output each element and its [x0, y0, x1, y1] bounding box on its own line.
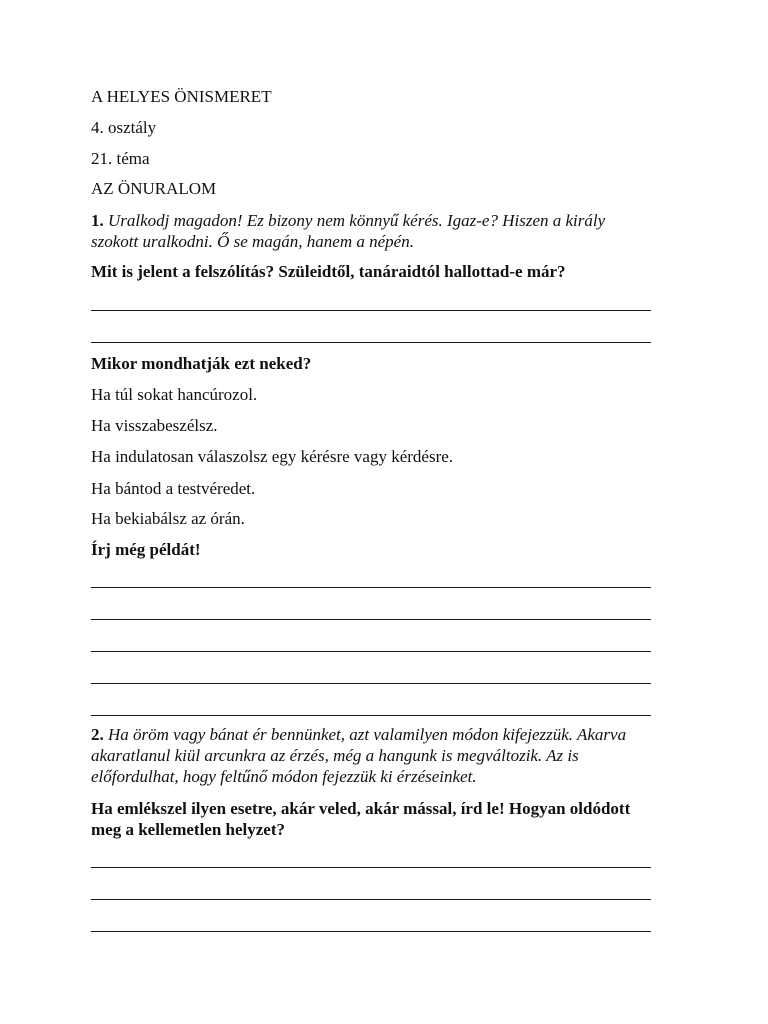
section2-intro-line1 — [91, 724, 626, 745]
example-item: Ha visszabeszélsz. — [91, 416, 218, 435]
example-item: Ha indulatosan válaszolsz egy kérésre vagy kérdésre. — [91, 447, 454, 466]
topic-label: 21. téma — [91, 149, 150, 168]
section2-intro-text1: Ha öröm vagy bánat ér bennünket, azt valamilyen módon kifejezzük. Akarva — [108, 725, 627, 744]
answer-line[interactable] — [91, 619, 651, 620]
section1-intro-line2: szokott uralkodni. Ő se magán, hanem a népén. — [91, 232, 414, 251]
section1-subquestion: Mikor mondhatják ezt neked? — [91, 354, 312, 373]
section2-intro-line3: előfordulhat, hogy feltűnő módon fejezzük ki érzéseinket. — [91, 767, 477, 786]
answer-line[interactable] — [91, 310, 651, 311]
section1-task: Írj még példát! — [91, 540, 201, 559]
section1-question: Mit is jelent a felszólítás? Szüleidtől, tanáraidtól hallottad-e már? — [91, 262, 566, 281]
answer-line[interactable] — [91, 651, 651, 652]
section2-intro-line2: akaratlanul kiül arcunkra az érzés, még a hangunk is megváltozik. Az is — [91, 746, 579, 765]
answer-line[interactable] — [91, 342, 651, 343]
page-title: A HELYES ÖNISMERET — [91, 87, 272, 106]
answer-line[interactable] — [91, 867, 651, 868]
answer-line[interactable] — [91, 683, 651, 684]
section1-number: 1. — [91, 211, 104, 230]
grade-label: 4. osztály — [91, 118, 157, 137]
answer-line[interactable] — [91, 715, 651, 716]
section-heading: AZ ÖNURALOM — [91, 179, 217, 198]
section1-intro-line1 — [91, 210, 605, 231]
answer-line[interactable] — [91, 587, 651, 588]
answer-line[interactable] — [91, 931, 651, 932]
section2-question-line1: Ha emlékszel ilyen esetre, akár veled, akár mással, írd le! Hogyan oldódott — [91, 799, 631, 818]
example-item: Ha bántod a testvéredet. — [91, 479, 256, 498]
section2-number: 2. — [91, 725, 104, 744]
section2-question-line2: meg a kellemetlen helyzet? — [91, 820, 286, 839]
example-item: Ha bekiabálsz az órán. — [91, 509, 245, 528]
section1-intro-text1: Uralkodj magadon! Ez bizony nem könnyű kérés. Igaz-e? Hiszen a király — [108, 211, 606, 230]
answer-line[interactable] — [91, 899, 651, 900]
example-item: Ha túl sokat hancúrozol. — [91, 385, 258, 404]
